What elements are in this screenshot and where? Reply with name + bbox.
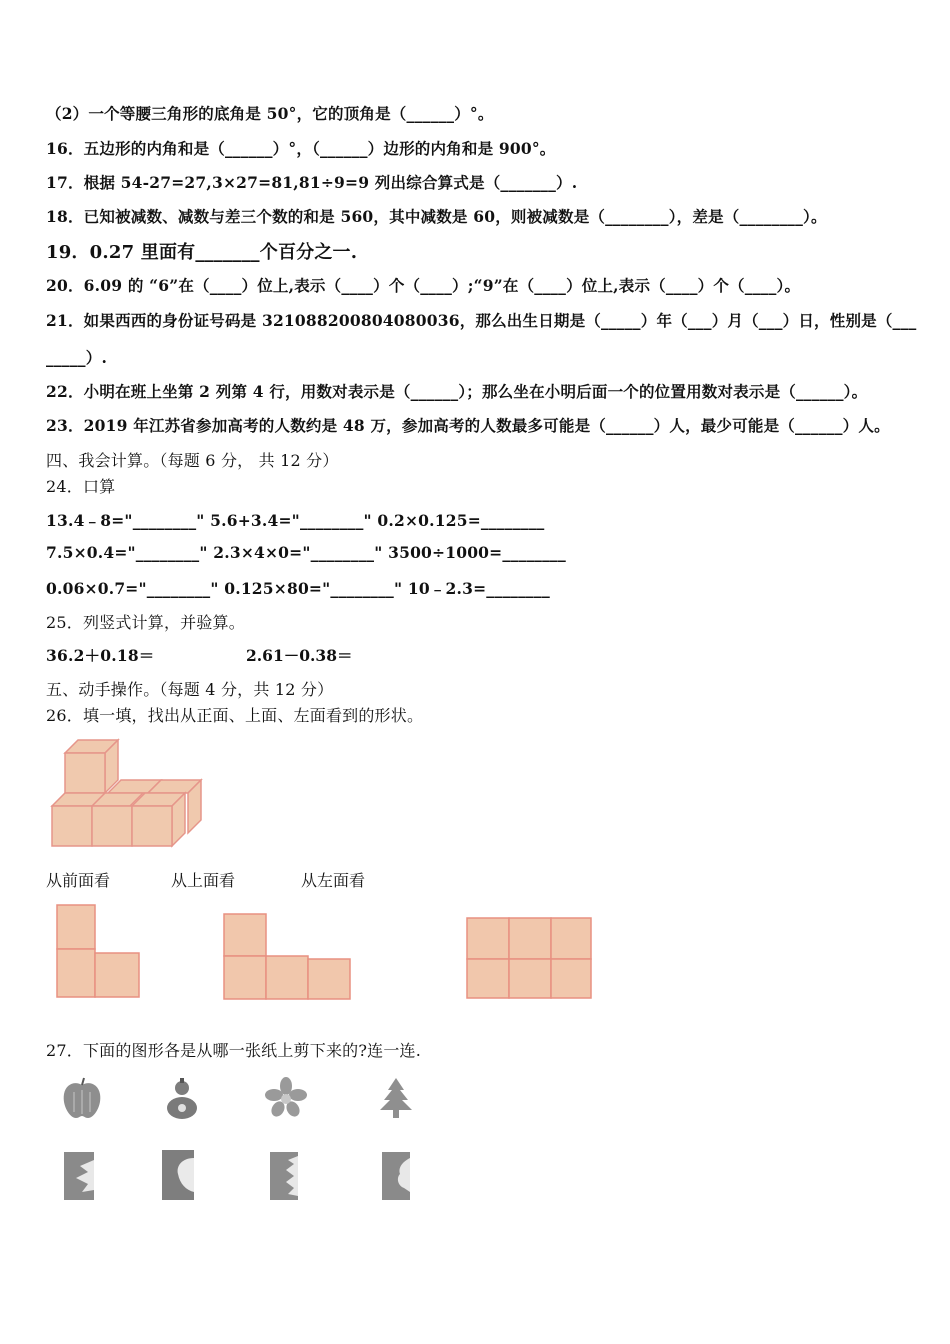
question-20: 20．6.09 的 “6”在（____）位上,表示（____）个（____）;“9”在（____）位上,表示（____）个（____）。 (46, 276, 801, 295)
oral-row-2: 7.5×0.4="________" 2.3×4×0="________" 3500÷1000=________ (46, 543, 566, 562)
question-27: 27．下面的图形各是从哪一张纸上剪下来的?连一连. (46, 1041, 422, 1060)
cube-stack-figure (50, 735, 220, 855)
question-25: 25．列竖式计算，并验算。 (46, 613, 245, 632)
question-24: 24．口算 (46, 477, 116, 496)
gourd-icon[interactable] (162, 1076, 202, 1122)
question-18: 18．已知被减数、减数与差三个数的和是 560，其中减数是 60，则被减数是（________），差是（________）。 (46, 207, 827, 226)
oral-row-3: 0.06×0.7="________" 0.125×80="________" 10﹣2.3=________ (46, 579, 550, 598)
top-view-shape[interactable] (222, 912, 357, 1007)
apple-icon[interactable] (60, 1076, 104, 1122)
question-21-continued: _____）. (46, 348, 108, 367)
cutout-paper-icon[interactable] (268, 1150, 302, 1202)
front-view-label: 从前面看 (46, 871, 111, 890)
question-21: 21．如果西西的身份证号码是 321088200804080036，那么出生日期是（_____）年（___）月（___）日，性别是（___ (46, 311, 917, 330)
cutout-paper-icon[interactable] (380, 1150, 414, 1202)
section-5-title: 五、动手操作。（每题 4 分，共 12 分） (46, 680, 334, 699)
left-view-shape[interactable] (465, 916, 595, 1006)
question-16: 16．五边形的内角和是（______）°，（______）边形的内角和是 900°。 (46, 139, 556, 158)
top-view-label: 从上面看 (171, 871, 236, 890)
cutout-paper-icon[interactable] (62, 1150, 98, 1202)
flower-icon[interactable] (264, 1076, 308, 1120)
oral-row-1: 13.4﹣8="________" 5.6+3.4="________" 0.2×0.125=________ (46, 511, 545, 530)
q25-left-expression: 36.2＋0.18＝ (46, 646, 155, 665)
question-19: 19．0.27 里面有_______个百分之一. (46, 242, 358, 263)
question-15-2: （2）一个等腰三角形的底角是 50°，它的顶角是（______）°。 (46, 104, 494, 123)
tree-icon[interactable] (376, 1076, 416, 1120)
q25-right-expression: 2.61－0.38＝ (246, 646, 353, 665)
question-26: 26．填一填，找出从正面、上面、左面看到的形状。 (46, 706, 424, 725)
front-view-shape[interactable] (55, 903, 145, 1003)
cutout-paper-icon[interactable] (160, 1148, 198, 1202)
left-view-label: 从左面看 (301, 871, 366, 890)
question-23: 23．2019 年江苏省参加高考的人数约是 48 万，参加高考的人数最多可能是（______）人，最少可能是（______）人。 (46, 416, 890, 435)
question-22: 22．小明在班上坐第 2 列第 4 行，用数对表示是（______）；那么坐在小明后面一个的位置用数对表示是（______）。 (46, 382, 868, 401)
section-4-title: 四、我会计算。（每题 6 分， 共 12 分） (46, 451, 339, 470)
question-17: 17．根据 54-27=27,3×27=81,81÷9=9 列出综合算式是（_______）. (46, 173, 578, 192)
